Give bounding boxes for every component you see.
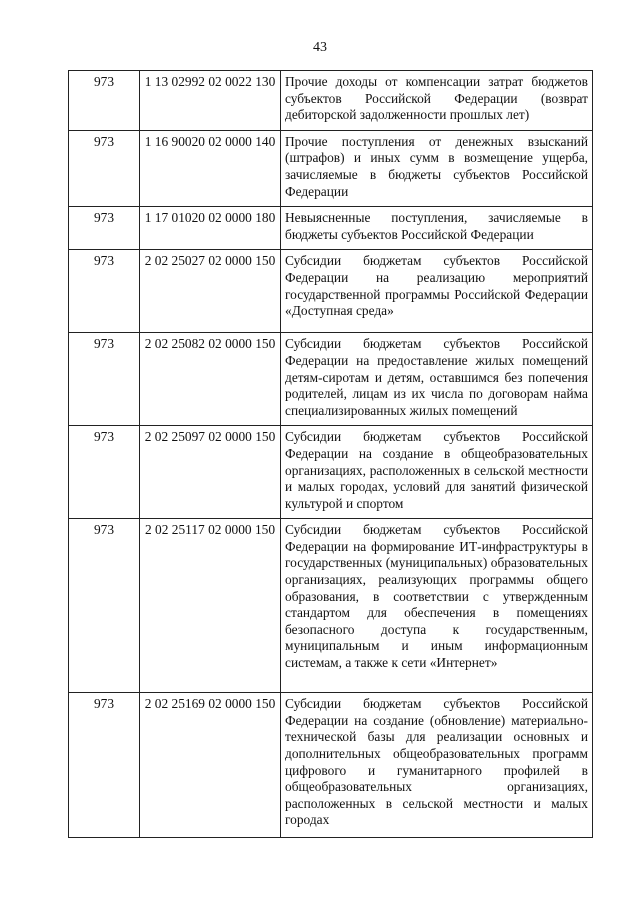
table-row bbox=[69, 130, 593, 206]
budget-classification-code-cell: 1 16 90020 02 0000 140 bbox=[140, 130, 281, 206]
admin-code-cell: 973 bbox=[69, 130, 140, 206]
table-row bbox=[69, 71, 593, 131]
admin-code-cell: 973 bbox=[69, 71, 140, 131]
admin-code-cell: 973 bbox=[69, 426, 140, 519]
revenue-name-cell: Невыясненные поступления, зачисляемые в бюджеты субъектов Российской Федерации bbox=[281, 207, 593, 250]
admin-code-cell: 973 bbox=[69, 207, 140, 250]
revenue-name-cell: Субсидии бюджетам субъектов Российской Федерации на создание (обновление) материально-технической базы для реализации основных и дополнительных общеобразовательных программ цифрового и гуманитарного профилей в общеобразовательных организациях, расположенных в сельской местности и малых городах bbox=[281, 693, 593, 838]
admin-code-cell: 973 bbox=[69, 519, 140, 693]
budget-classification-code-cell: 1 17 01020 02 0000 180 bbox=[140, 207, 281, 250]
revenue-name-cell: Прочие доходы от компенсации затрат бюджетов субъектов Российской Федерации (возврат дебиторской задолженности прошлых лет) bbox=[281, 71, 593, 131]
budget-classification-code-cell: 1 13 02992 02 0022 130 bbox=[140, 71, 281, 131]
admin-code-cell: 973 bbox=[69, 333, 140, 426]
admin-code-cell: 973 bbox=[69, 250, 140, 333]
budget-classification-code-cell: 2 02 25117 02 0000 150 bbox=[140, 519, 281, 693]
budget-revenue-table bbox=[68, 70, 593, 838]
budget-classification-code-cell: 2 02 25097 02 0000 150 bbox=[140, 426, 281, 519]
revenue-name-cell: Прочие поступления от денежных взысканий (штрафов) и иных сумм в возмещение ущерба, зачисляемые в бюджеты субъектов Российской Федерации bbox=[281, 130, 593, 206]
table-row bbox=[69, 250, 593, 333]
table-row bbox=[69, 519, 593, 693]
revenue-name-cell: Субсидии бюджетам субъектов Российской Федерации на формирование ИТ-инфраструктуры в государственных (муниципальных) образовательных организациях, реализующих программы общего образования, в соответствии с утвержденным стандартом для обеспечения в помещениях безопасного доступа к государственным, муниципальным и иным информационным системам, а также к сети «Интернет» bbox=[281, 519, 593, 693]
budget-classification-code-cell: 2 02 25027 02 0000 150 bbox=[140, 250, 281, 333]
budget-classification-code-cell: 2 02 25082 02 0000 150 bbox=[140, 333, 281, 426]
revenue-name-cell: Субсидии бюджетам субъектов Российской Федерации на предоставление жилых помещений детям-сиротам и детям, оставшимся без попечения родителей, лицам из их числа по договорам найма специализированных жилых помещений bbox=[281, 333, 593, 426]
revenue-name-cell: Субсидии бюджетам субъектов Российской Федерации на создание в общеобразовательных организациях, расположенных в сельской местности и малых городах, условий для занятий физической культурой и спортом bbox=[281, 426, 593, 519]
admin-code-cell: 973 bbox=[69, 693, 140, 838]
table-row bbox=[69, 333, 593, 426]
table-row bbox=[69, 693, 593, 838]
table-row bbox=[69, 207, 593, 250]
table-row bbox=[69, 426, 593, 519]
page-number: 43 bbox=[313, 40, 327, 55]
budget-classification-code-cell: 2 02 25169 02 0000 150 bbox=[140, 693, 281, 838]
revenue-name-cell: Субсидии бюджетам субъектов Российской Федерации на реализацию мероприятий государственной программы Российской Федерации «Доступная среда» bbox=[281, 250, 593, 333]
